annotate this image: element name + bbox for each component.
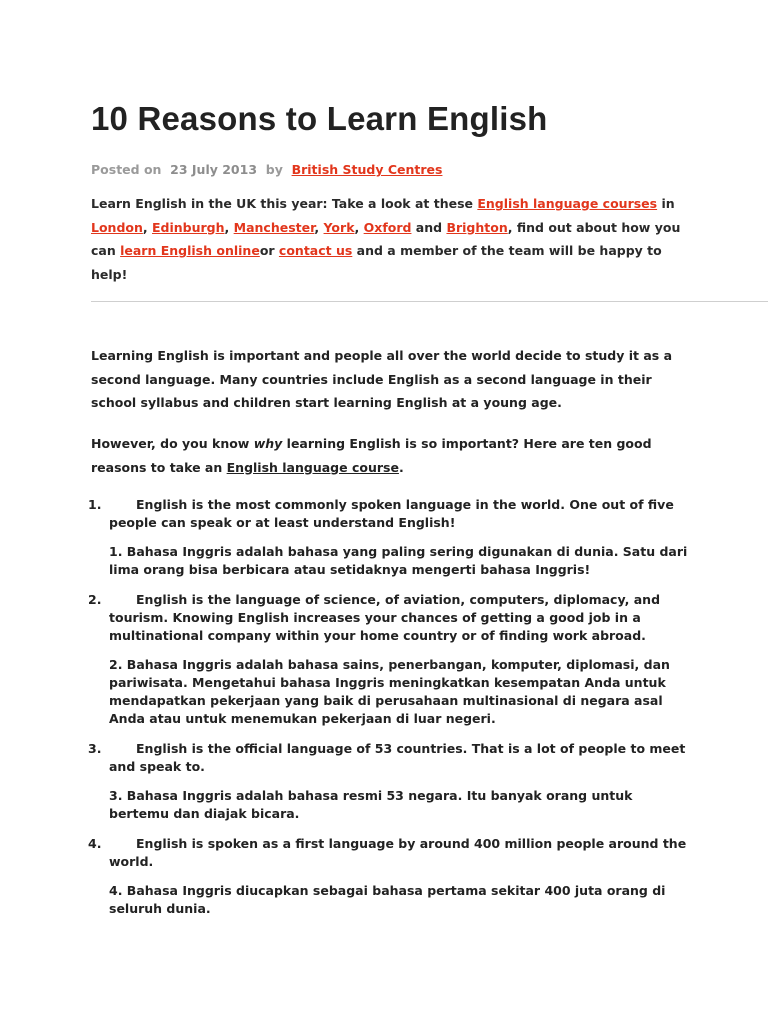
- reason-text: English is the language of science, of aviation, computers, diplomacy, and tourism. Knowing English increases your chances of getting a good job in a multinational company within your home country or of finding work abroad.: [109, 592, 661, 643]
- divider: [91, 301, 768, 302]
- post-meta: [91, 161, 442, 179]
- reason-text: English is spoken as a first language by around 400 million people around the world.: [109, 836, 687, 869]
- reason-number: 4.: [88, 836, 102, 851]
- separator-text: ,: [314, 219, 324, 235]
- reasons-list: [88, 496, 688, 930]
- list-item: [88, 591, 688, 728]
- posted-on-label: Posted on: [91, 162, 162, 177]
- intro-text: and a member of the team will be happy to help!: [91, 243, 662, 282]
- reason-number: 1.: [88, 497, 102, 512]
- post-date: 23 July 2013: [170, 162, 258, 177]
- intro-paragraph: [91, 192, 681, 286]
- reason-indonesian: 4. Bahasa Inggris diucapkan sebagai bahasa pertama sekitar 400 juta orang di seluruh dunia.: [109, 883, 666, 916]
- separator-text: ,: [142, 219, 152, 235]
- reason-english: [88, 740, 688, 776]
- para-text: However, do you know: [91, 436, 254, 451]
- reason-indonesian: 2. Bahasa Inggris adalah bahasa sains, penerbangan, komputer, diplomasi, dan pariwisata. Mengetahui bahasa Inggris meningkatkan kesempatan Anda untuk mendapatkan pekerjaan yang baik di perusahaan multinasional di negara asal Anda atau untuk menemukan pekerjaan di luar negeri.: [109, 657, 670, 726]
- intro-text: , find out about how you can: [91, 219, 681, 258]
- by-label: by: [265, 162, 283, 177]
- para-text: learning English is so important? Here are ten good reasons to take an: [91, 436, 652, 475]
- intro-text: and: [411, 219, 447, 235]
- reason-indonesian: 3. Bahasa Inggris adalah bahasa resmi 53 negara. Itu banyak orang untuk bertemu dan diajak bicara.: [109, 788, 633, 821]
- emphasis-why: why: [253, 436, 283, 451]
- separator-text: ,: [354, 219, 364, 235]
- manchester-link[interactable]: Manchester: [233, 219, 315, 235]
- reason-number: 3.: [88, 741, 102, 756]
- reason-english: [88, 835, 688, 871]
- reason-english: [88, 591, 688, 645]
- reason-number: 2.: [88, 592, 102, 607]
- intro-text: Learn English in the UK this year: Take a look at these: [91, 196, 478, 211]
- london-link[interactable]: London: [91, 219, 143, 235]
- page-title: 10 Reasons to Learn English: [91, 100, 548, 137]
- reason-indonesian: 1. Bahasa Inggris adalah bahasa yang paling sering digunakan di dunia. Satu dari lima orang bisa berbicara atau setidaknya mengerti bahasa Inggris!: [109, 544, 688, 577]
- reason-english: [88, 496, 688, 532]
- separator-text: ,: [224, 219, 234, 235]
- english-course-link[interactable]: English language course: [226, 459, 399, 475]
- list-item: [88, 835, 688, 918]
- brighton-link[interactable]: Brighton: [446, 219, 508, 235]
- list-item: [88, 740, 688, 823]
- author-link[interactable]: British Study Centres: [291, 162, 443, 177]
- intro-text: in: [657, 196, 675, 211]
- english-courses-link[interactable]: English language courses: [477, 196, 658, 211]
- paragraph-why: [91, 432, 691, 479]
- edinburgh-link[interactable]: Edinburgh: [152, 219, 225, 235]
- intro-text: or: [259, 243, 279, 258]
- learn-online-link[interactable]: learn English online: [120, 243, 260, 258]
- reason-text: English is the most commonly spoken language in the world. One out of five people can speak or at least understand English!: [109, 497, 674, 530]
- contact-us-link[interactable]: contact us: [278, 243, 353, 258]
- list-item: [88, 496, 688, 579]
- reason-text: English is the official language of 53 countries. That is a lot of people to meet and speak to.: [109, 741, 686, 774]
- oxford-link[interactable]: Oxford: [363, 219, 412, 235]
- york-link[interactable]: York: [323, 219, 355, 235]
- paragraph-importance: Learning English is important and people all over the world decide to study it as a second language. Many countries include English as a second language in their school syllabus and children start learning English at a young age.: [91, 348, 673, 410]
- para-text: .: [398, 459, 404, 475]
